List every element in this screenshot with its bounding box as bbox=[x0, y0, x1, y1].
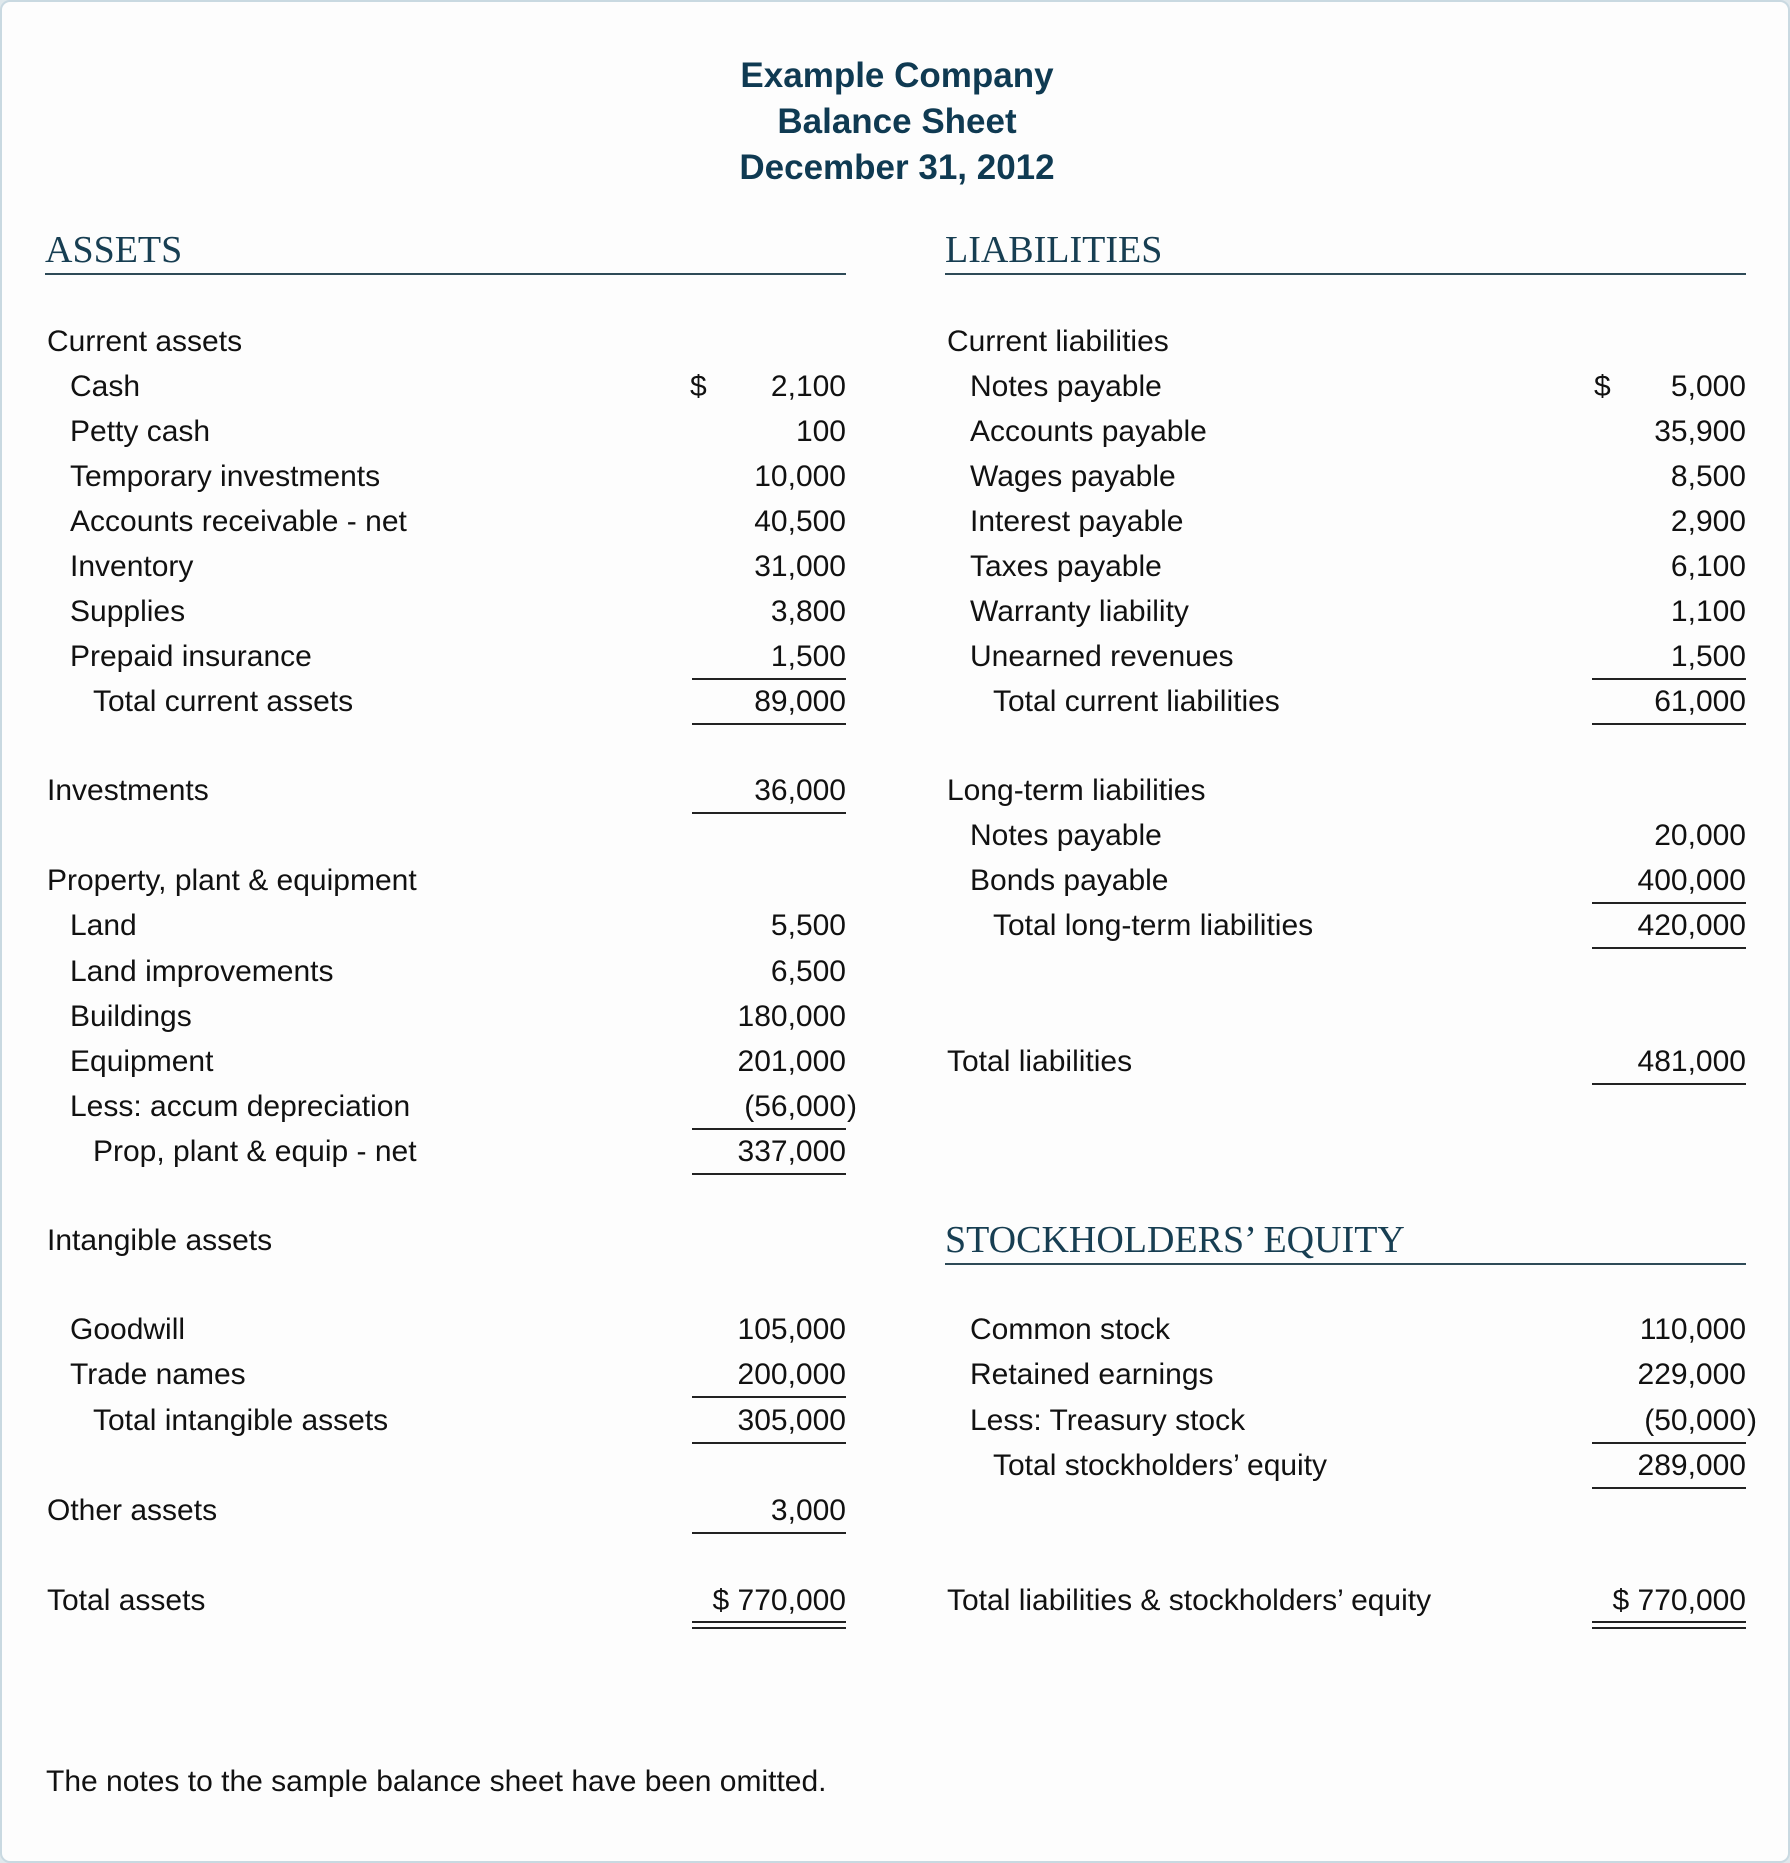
line-item-amount: 2,900 bbox=[1670, 505, 1746, 538]
line-item-row bbox=[2, 1307, 1790, 1352]
line-item-amount: 36,000 bbox=[754, 774, 846, 807]
amount-underline bbox=[1592, 1083, 1746, 1085]
line-item-label: Total stockholders’ equity bbox=[993, 1449, 1328, 1482]
line-item-label: Land improvements bbox=[70, 955, 334, 988]
line-item-row bbox=[2, 1578, 1790, 1623]
line-item-row bbox=[2, 454, 1790, 499]
line-item-amount: $ 770,000 bbox=[712, 1584, 846, 1617]
line-item-amount: 1,500 bbox=[770, 640, 846, 673]
line-item-label: Other assets bbox=[47, 1494, 218, 1527]
line-item-label: Property, plant & equipment bbox=[47, 864, 417, 897]
line-item-label: Total current assets bbox=[93, 685, 354, 718]
line-item-label: Warranty liability bbox=[970, 595, 1189, 628]
line-item-amount: 40,500 bbox=[754, 505, 846, 538]
line-item-row bbox=[2, 858, 1790, 903]
line-item-amount: 31,000 bbox=[754, 550, 846, 583]
closing-paren: ) bbox=[1747, 1404, 1757, 1437]
line-item-amount: 20,000 bbox=[1654, 819, 1746, 852]
amount-double-underline bbox=[1592, 1627, 1746, 1629]
amount-underline bbox=[1592, 723, 1746, 725]
line-item-row bbox=[2, 679, 1790, 724]
line-item-row bbox=[2, 1129, 1790, 1174]
line-item-row bbox=[2, 903, 1790, 948]
line-item-label: Goodwill bbox=[70, 1313, 186, 1346]
amount-double-underline bbox=[692, 1627, 846, 1629]
line-item-label: Less: accum depreciation bbox=[70, 1090, 411, 1123]
line-item-label: Long-term liabilities bbox=[947, 774, 1206, 807]
line-item-label: Notes payable bbox=[970, 370, 1162, 403]
line-item-label: Total liabilities bbox=[947, 1045, 1133, 1078]
line-item-amount: 2,100 bbox=[770, 370, 846, 403]
line-item-amount: 8,500 bbox=[1670, 460, 1746, 493]
line-item-label: Accounts payable bbox=[970, 415, 1207, 448]
line-item-label: Bonds payable bbox=[970, 864, 1169, 897]
currency-symbol: $ bbox=[1594, 370, 1611, 403]
currency-symbol: $ bbox=[690, 370, 707, 403]
line-item-label: Total current liabilities bbox=[993, 685, 1280, 718]
line-item-label: Inventory bbox=[70, 550, 194, 583]
line-item-amount: $ 770,000 bbox=[1612, 1584, 1746, 1617]
line-item-label: Current assets bbox=[47, 325, 243, 358]
line-item-amount: 201,000 bbox=[737, 1045, 846, 1078]
line-item-label: Total liabilities & stockholders’ equity bbox=[947, 1584, 1432, 1617]
line-item-amount: 305,000 bbox=[737, 1404, 846, 1437]
line-item-amount: 3,800 bbox=[770, 595, 846, 628]
line-item-amount: 5,500 bbox=[770, 909, 846, 942]
line-item-amount: 3,000 bbox=[770, 1494, 846, 1527]
line-item-row bbox=[2, 1398, 1790, 1443]
line-item-label: Retained earnings bbox=[970, 1358, 1214, 1391]
line-item-amount: 180,000 bbox=[737, 1000, 846, 1033]
line-item-label: Investments bbox=[47, 774, 209, 807]
line-item-label: Current liabilities bbox=[947, 325, 1169, 358]
report-date: December 31, 2012 bbox=[739, 148, 1055, 187]
line-item-label: Temporary investments bbox=[70, 460, 381, 493]
line-item-amount: (50,000 bbox=[1644, 1404, 1746, 1437]
document-title: Balance Sheet bbox=[777, 102, 1017, 141]
equity-heading-rule bbox=[945, 1263, 1746, 1265]
line-item-amount: 337,000 bbox=[737, 1135, 846, 1168]
amount-underline bbox=[1592, 1621, 1746, 1623]
line-item-label: Equipment bbox=[70, 1045, 214, 1078]
line-item-amount: 481,000 bbox=[1637, 1045, 1746, 1078]
line-item-row bbox=[2, 768, 1790, 813]
line-item-amount: 89,000 bbox=[754, 685, 846, 718]
line-item-label: Prop, plant & equip - net bbox=[93, 1135, 417, 1168]
line-item-label: Unearned revenues bbox=[970, 640, 1234, 673]
line-item-label: Interest payable bbox=[970, 505, 1184, 538]
line-item-amount: 289,000 bbox=[1637, 1449, 1746, 1482]
line-item-row bbox=[2, 544, 1790, 589]
amount-underline bbox=[692, 1173, 846, 1175]
amount-underline bbox=[1592, 947, 1746, 949]
line-item-label: Notes payable bbox=[970, 819, 1162, 852]
line-item-label: Total intangible assets bbox=[93, 1404, 389, 1437]
liabilities-heading: LIABILITIES bbox=[945, 229, 1163, 271]
line-item-label: Land bbox=[70, 909, 137, 942]
line-item-amount: 420,000 bbox=[1637, 909, 1746, 942]
line-item-amount: 400,000 bbox=[1637, 864, 1746, 897]
line-item-amount: 1,100 bbox=[1670, 595, 1746, 628]
amount-underline bbox=[1592, 1487, 1746, 1489]
line-item-label: Intangible assets bbox=[47, 1224, 273, 1257]
line-item-row bbox=[2, 1218, 1790, 1263]
line-item-amount: 6,500 bbox=[770, 955, 846, 988]
line-item-amount: 100 bbox=[795, 415, 846, 448]
liabilities-heading-rule bbox=[945, 273, 1746, 275]
line-item-row bbox=[2, 634, 1790, 679]
line-item-amount: 35,900 bbox=[1654, 415, 1746, 448]
line-item-amount: 110,000 bbox=[1639, 1313, 1746, 1346]
line-item-amount: 61,000 bbox=[1654, 685, 1746, 718]
line-item-row bbox=[2, 1352, 1790, 1397]
line-item-row bbox=[2, 1039, 1790, 1084]
line-item-row bbox=[2, 409, 1790, 454]
line-item-amount: 229,000 bbox=[1637, 1358, 1746, 1391]
equity-heading: STOCKHOLDERS’ EQUITY bbox=[945, 1219, 1405, 1261]
line-item-row bbox=[2, 1084, 1790, 1129]
line-item-label: Petty cash bbox=[70, 415, 211, 448]
line-item-label: Common stock bbox=[970, 1313, 1171, 1346]
assets-heading: ASSETS bbox=[45, 229, 183, 271]
line-item-row bbox=[2, 319, 1790, 364]
line-item-label: Accounts receivable - net bbox=[70, 505, 407, 538]
line-item-amount: 105,000 bbox=[737, 1313, 846, 1346]
line-item-row bbox=[2, 589, 1790, 634]
line-item-label: Supplies bbox=[70, 595, 186, 628]
line-item-amount: 5,000 bbox=[1670, 370, 1746, 403]
amount-underline bbox=[692, 1532, 846, 1534]
line-item-label: Less: Treasury stock bbox=[970, 1404, 1246, 1437]
line-item-row bbox=[2, 499, 1790, 544]
assets-heading-rule bbox=[45, 273, 846, 275]
line-item-row bbox=[2, 1443, 1790, 1488]
line-item-amount: 1,500 bbox=[1670, 640, 1746, 673]
line-item-row bbox=[2, 994, 1790, 1039]
line-item-row bbox=[2, 949, 1790, 994]
line-item-row bbox=[2, 813, 1790, 858]
line-item-amount: 6,100 bbox=[1670, 550, 1746, 583]
closing-paren: ) bbox=[847, 1090, 857, 1123]
line-item-amount: 200,000 bbox=[737, 1358, 846, 1391]
footer-note: The notes to the sample balance sheet have been omitted. bbox=[46, 1765, 827, 1798]
line-item-label: Trade names bbox=[70, 1358, 246, 1391]
line-item-label: Prepaid insurance bbox=[70, 640, 312, 673]
line-item-label: Buildings bbox=[70, 1000, 192, 1033]
line-item-label: Taxes payable bbox=[970, 550, 1162, 583]
line-item-row bbox=[2, 364, 1790, 409]
line-item-amount: 10,000 bbox=[754, 460, 846, 493]
company-name: Example Company bbox=[740, 56, 1054, 95]
line-item-row bbox=[2, 1488, 1790, 1533]
line-item-amount: (56,000 bbox=[744, 1090, 846, 1123]
line-item-label: Total assets bbox=[47, 1584, 206, 1617]
line-item-label: Cash bbox=[70, 370, 141, 403]
line-item-label: Total long-term liabilities bbox=[993, 909, 1314, 942]
line-item-label: Wages payable bbox=[970, 460, 1176, 493]
